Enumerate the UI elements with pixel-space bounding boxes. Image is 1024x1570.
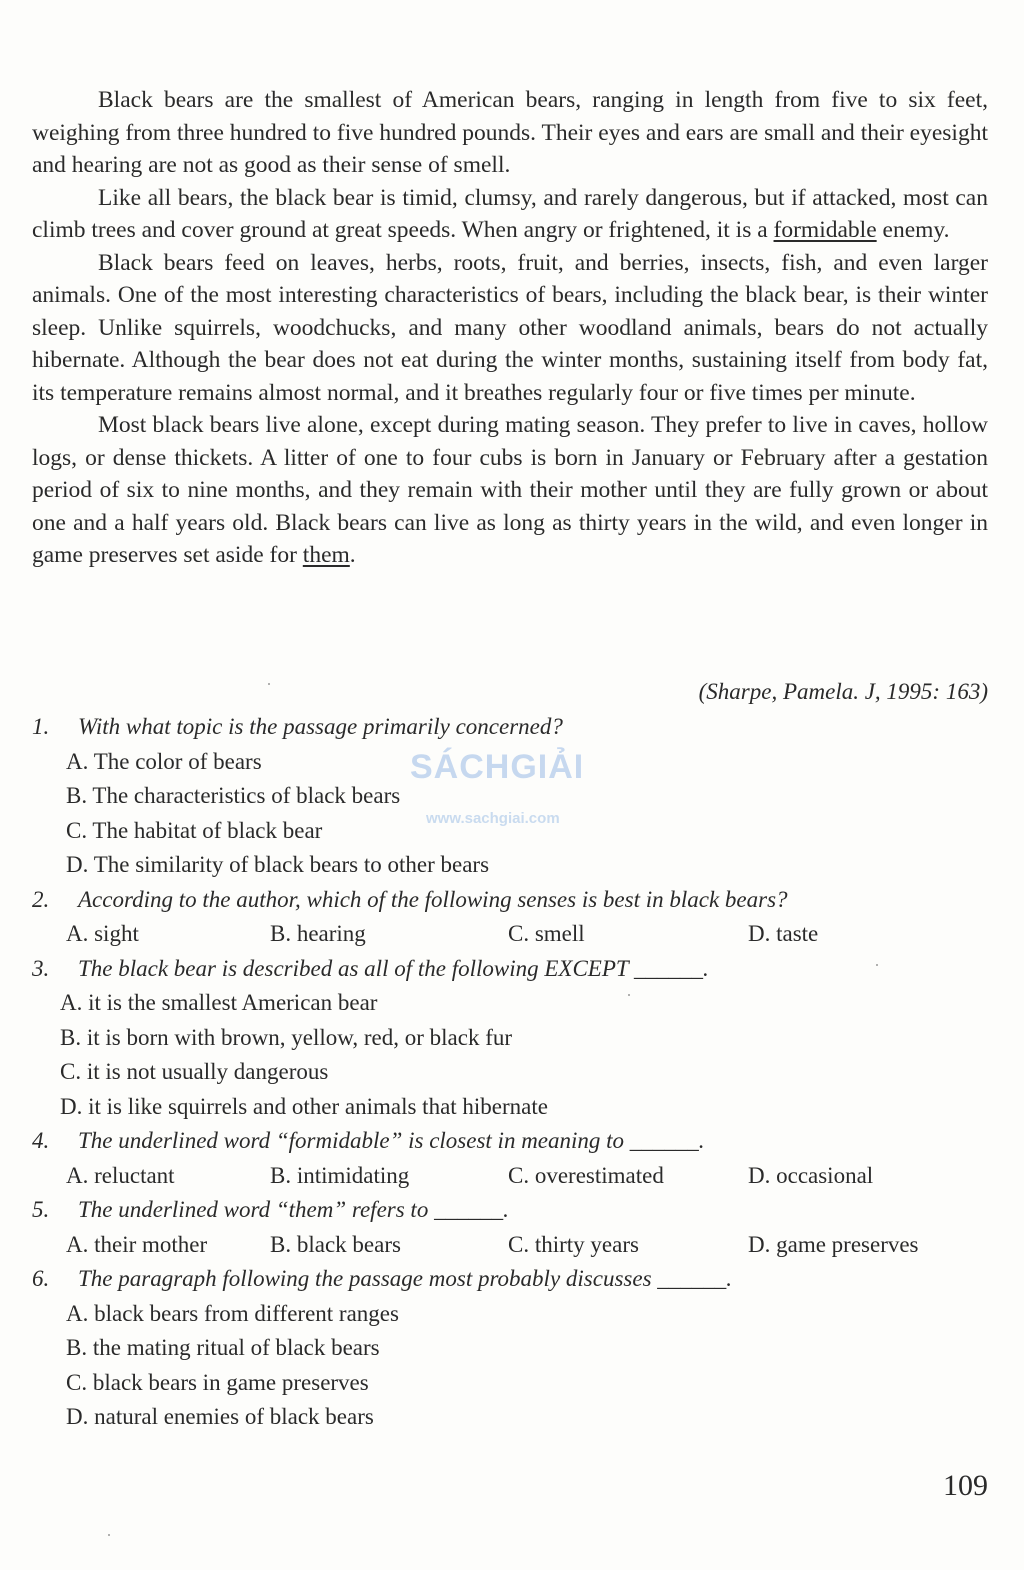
question-stem: The underlined word “formidable” is closest in meaning to ______. (78, 1128, 705, 1153)
option-b: B. hearing (270, 921, 366, 946)
question-number: 4. (32, 1128, 50, 1153)
option-b: B. The characteristics of black bears (66, 783, 401, 808)
page-number: 109 (943, 1469, 988, 1502)
question-stem: The paragraph following the passage most probably discusses ______. (78, 1266, 733, 1291)
watermark-logo: SÁCHGIẢI (410, 748, 585, 786)
option-b: B. intimidating (270, 1162, 410, 1188)
paragraph-4-text: Most black bears live alone, except during mating season. They prefer to live in caves, hollow logs, or dense thickets. A litter of one to four cubs is born in January or February after a gestation period of six to nine months, and they remain with their mother until they are fully grown or about one and a half years old. Black bears can live as long as thirty years in the wild, and even longer in game preserves set aside for (32, 412, 988, 568)
scan-speck (268, 683, 270, 685)
option-d: D. game preserves (748, 1231, 919, 1257)
option-c: C. smell (508, 921, 585, 946)
option-c: C. black bears in game preserves (66, 1369, 369, 1395)
question-number: 2. (32, 886, 50, 912)
option-d: D. natural enemies of black bears (66, 1404, 374, 1429)
option-a: A. it is the smallest American bear (60, 990, 378, 1015)
paragraph-4-end: . (349, 542, 356, 568)
option-b: B. black bears (270, 1231, 401, 1257)
paragraph-1: Black bears are the smallest of American bears, ranging in length from five to six feet, weighing from three hundred to five hundred pounds. Their eyes and ears are small and their eyesight and hearing are not as good as their sense of smell. (32, 87, 988, 178)
option-d: D. The similarity of black bears to other bears (66, 852, 490, 877)
underlined-word-formidable: formidable (773, 217, 877, 243)
option-c: C. it is not usually dangerous (60, 1059, 329, 1084)
question-number: 6. (32, 1266, 50, 1291)
question-stem: The black bear is described as all of the following EXCEPT ______. (78, 955, 709, 981)
options-row (32, 1228, 992, 1263)
option-c: C. The habitat of black bear (66, 817, 323, 843)
question-5 (32, 1193, 992, 1262)
option-d: D. taste (748, 921, 819, 946)
question-6 (32, 1262, 992, 1435)
watermark (410, 740, 610, 832)
option-d: D. it is like squirrels and other animals that hibernate (60, 1093, 548, 1119)
underlined-word-them: them (302, 542, 350, 568)
option-a: A. sight (66, 921, 139, 946)
option-c: C. thirty years (508, 1231, 639, 1257)
question-stem: With what topic is the passage primarily concerned? (78, 714, 563, 739)
option-b: B. it is born with brown, yellow, red, or black fur (60, 1024, 513, 1050)
paragraph-2-end: enemy. (876, 217, 950, 243)
watermark-url: www.sachgiai.com (426, 810, 560, 827)
question-stem: The underlined word “them” refers to ______. (78, 1197, 509, 1222)
options-row (32, 917, 992, 952)
question-2 (32, 883, 992, 952)
question-3 (32, 952, 992, 1125)
scan-speck (108, 1534, 110, 1536)
question-number: 3. (32, 955, 50, 981)
question-number: 5. (32, 1197, 50, 1222)
option-a: A. their mother (66, 1231, 208, 1257)
paragraph-3: Black bears feed on leaves, herbs, roots, fruit, and berries, insects, fish, and even larger animals. One of the most interesting characteristics of bears, including the black bear, is their winter sleep. Unlike squirrels, woodchucks, and many other woodland animals, bears do not actually hibernate. Although the bear does not eat during the winter months, sustaining itself from body fat, its temperature remains almost normal, and it breathes regularly four or five times per minute. (32, 249, 988, 406)
reading-passage (32, 84, 988, 572)
question-stem: According to the author, which of the following senses is best in black bears? (78, 886, 788, 912)
paragraph-4 (32, 409, 988, 572)
option-b: B. the mating ritual of black bears (66, 1335, 380, 1360)
question-4 (32, 1124, 992, 1193)
option-a: A. The color of bears (66, 748, 262, 774)
paragraph-2 (32, 182, 988, 247)
options-row (32, 1159, 992, 1194)
citation: (Sharpe, Pamela. J, 1995: 163) (698, 679, 988, 704)
scan-speck (876, 964, 878, 966)
paragraph-2-text: Like all bears, the black bear is timid, clumsy, and rarely dangerous, but if attacked, most can climb trees and cover ground at great speeds. When angry or frightened, it is a (32, 184, 988, 243)
option-a: A. black bears from different ranges (66, 1300, 399, 1326)
option-c: C. overestimated (508, 1162, 664, 1188)
option-a: A. reluctant (66, 1162, 175, 1188)
option-d: D. occasional (748, 1162, 874, 1188)
question-number: 1. (32, 714, 50, 739)
scan-speck (628, 994, 630, 996)
